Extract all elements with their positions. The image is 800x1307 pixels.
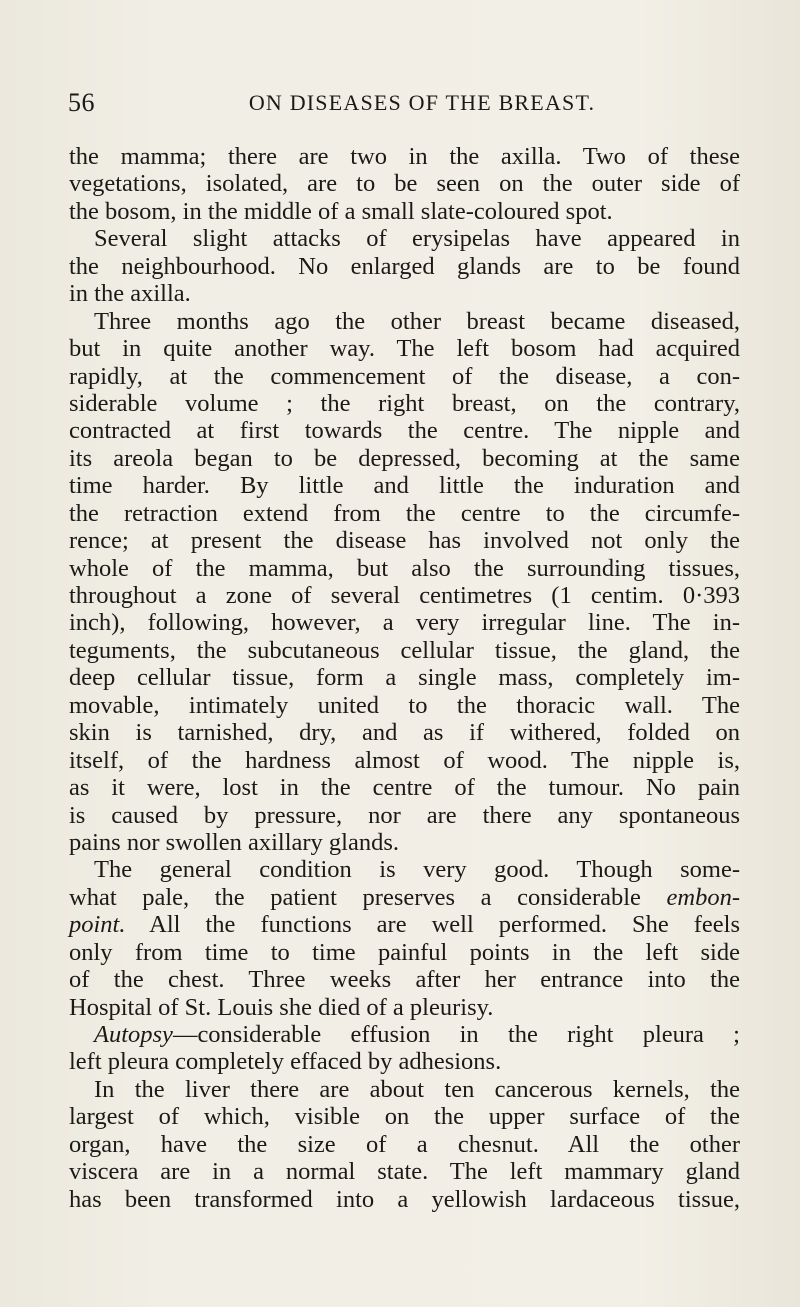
line-text: Hospital of St. Louis she died of a pleurisy. <box>69 993 494 1021</box>
line-text: throughout a zone of several centimetres (1 centim. 0·393 <box>69 582 740 609</box>
text-line <box>69 966 740 993</box>
text-line <box>69 253 740 280</box>
text-line <box>69 390 740 417</box>
line-text: time harder. By little and little the induration and <box>69 472 740 500</box>
line-text: as it were, lost in the centre of the tumour. No pain <box>69 774 740 802</box>
text-line <box>69 637 740 664</box>
line-text: the bosom, in the middle of a small slate-coloured spot. <box>69 197 613 225</box>
text-line <box>69 1131 740 1158</box>
text-line <box>69 802 740 829</box>
text-line <box>69 664 740 691</box>
text-line <box>69 308 740 335</box>
text-line <box>69 1048 740 1075</box>
line-text: teguments, the subcutaneous cellular tissue, the gland, the <box>69 636 740 664</box>
italic-text: embon- <box>666 883 741 911</box>
italic-text: Autopsy <box>94 1021 173 1048</box>
line-text: is caused by pressure, nor are there any spontaneous <box>69 801 740 829</box>
line-text: —considerable effusion in the right pleura ; <box>172 1021 740 1048</box>
line-text: inch), following, however, a very irregular line. The in- <box>69 609 740 637</box>
text-line <box>69 911 740 938</box>
line-text: in the axilla. <box>69 280 191 308</box>
line-text: All the functions are well performed. She feels <box>125 911 740 939</box>
text-line <box>69 609 740 636</box>
line-text: of the chest. Three weeks after her entrance into the <box>69 966 740 994</box>
text-line <box>69 555 740 582</box>
text-line <box>69 363 740 390</box>
text-line <box>69 198 740 225</box>
text-line <box>69 774 740 801</box>
line-text: the mamma; there are two in the axilla. Two of these <box>69 143 740 170</box>
text-line <box>69 1076 740 1103</box>
text-line <box>69 500 740 527</box>
line-text: has been transformed into a yellowish lardaceous tissue, <box>69 1185 740 1213</box>
line-text: skin is tarnished, dry, and as if withered, folded on <box>69 719 740 747</box>
line-text: Several slight attacks of erysipelas have appeared in <box>94 225 740 253</box>
text-line <box>69 225 740 252</box>
text-line <box>69 939 740 966</box>
line-text: what pale, the patient preserves a considerable <box>69 883 641 911</box>
line-text: pains nor swollen axillary glands. <box>69 828 400 856</box>
line-text: organ, have the size of a chesnut. All the other <box>69 1130 740 1158</box>
line-text: movable, intimately united to the thoracic wall. The <box>69 691 740 719</box>
line-text: contracted at first towards the centre. The nipple and <box>69 417 740 445</box>
line-text: its areola began to be depressed, becoming at the same <box>69 444 740 472</box>
text-line <box>69 445 740 472</box>
text-line <box>69 719 740 746</box>
line-text: itself, of the hardness almost of wood. The nipple is, <box>69 746 740 774</box>
running-head: ON DISEASES OF THE BREAST. <box>248 90 596 115</box>
text-line <box>69 143 740 170</box>
page-header <box>68 88 738 118</box>
line-text: siderable volume ; the right breast, on the contrary, <box>69 389 740 417</box>
line-text: but in quite another way. The left bosom had acquired <box>69 335 740 363</box>
text-line <box>69 1021 740 1048</box>
line-text: the neighbourhood. No enlarged glands are to be found <box>69 252 740 280</box>
text-line <box>69 170 740 197</box>
text-line <box>69 856 740 883</box>
line-text: rapidly, at the commencement of the disease, a con- <box>69 362 740 390</box>
text-line <box>69 335 740 362</box>
text-line <box>69 829 740 856</box>
line-text: viscera are in a normal state. The left mammary gland <box>69 1158 740 1186</box>
text-line <box>69 692 740 719</box>
line-text: In the liver there are about ten cancerous kernels, the <box>94 1075 740 1103</box>
line-text: vegetations, isolated, are to be seen on the outer side of <box>69 170 740 198</box>
page-number: 56 <box>68 88 95 117</box>
line-text: rence; at present the disease has involved not only the <box>69 527 740 555</box>
text-line <box>69 994 740 1021</box>
text-line <box>69 747 740 774</box>
line-text: The general condition is very good. Though some- <box>94 856 740 884</box>
text-line <box>69 472 740 499</box>
line-text: largest of which, visible on the upper surface of the <box>69 1103 740 1131</box>
line-text: whole of the mamma, but also the surrounding tissues, <box>69 554 740 582</box>
text-line <box>69 884 740 911</box>
text-line <box>69 1158 740 1185</box>
text-line <box>69 582 740 609</box>
line-text: only from time to time painful points in the left side <box>69 938 740 966</box>
line-text: Three months ago the other breast became diseased, <box>94 307 740 335</box>
line-text: deep cellular tissue, form a single mass, completely im- <box>69 664 740 692</box>
body-text <box>69 143 740 1213</box>
text-line <box>69 1103 740 1130</box>
text-line <box>69 280 740 307</box>
italic-text: point. <box>69 911 126 939</box>
line-text: left pleura completely effaced by adhesions. <box>69 1048 502 1076</box>
line-text: the retraction extend from the centre to the circumfe- <box>69 499 740 527</box>
text-line <box>69 1186 740 1213</box>
text-line <box>69 417 740 444</box>
text-line <box>69 527 740 554</box>
